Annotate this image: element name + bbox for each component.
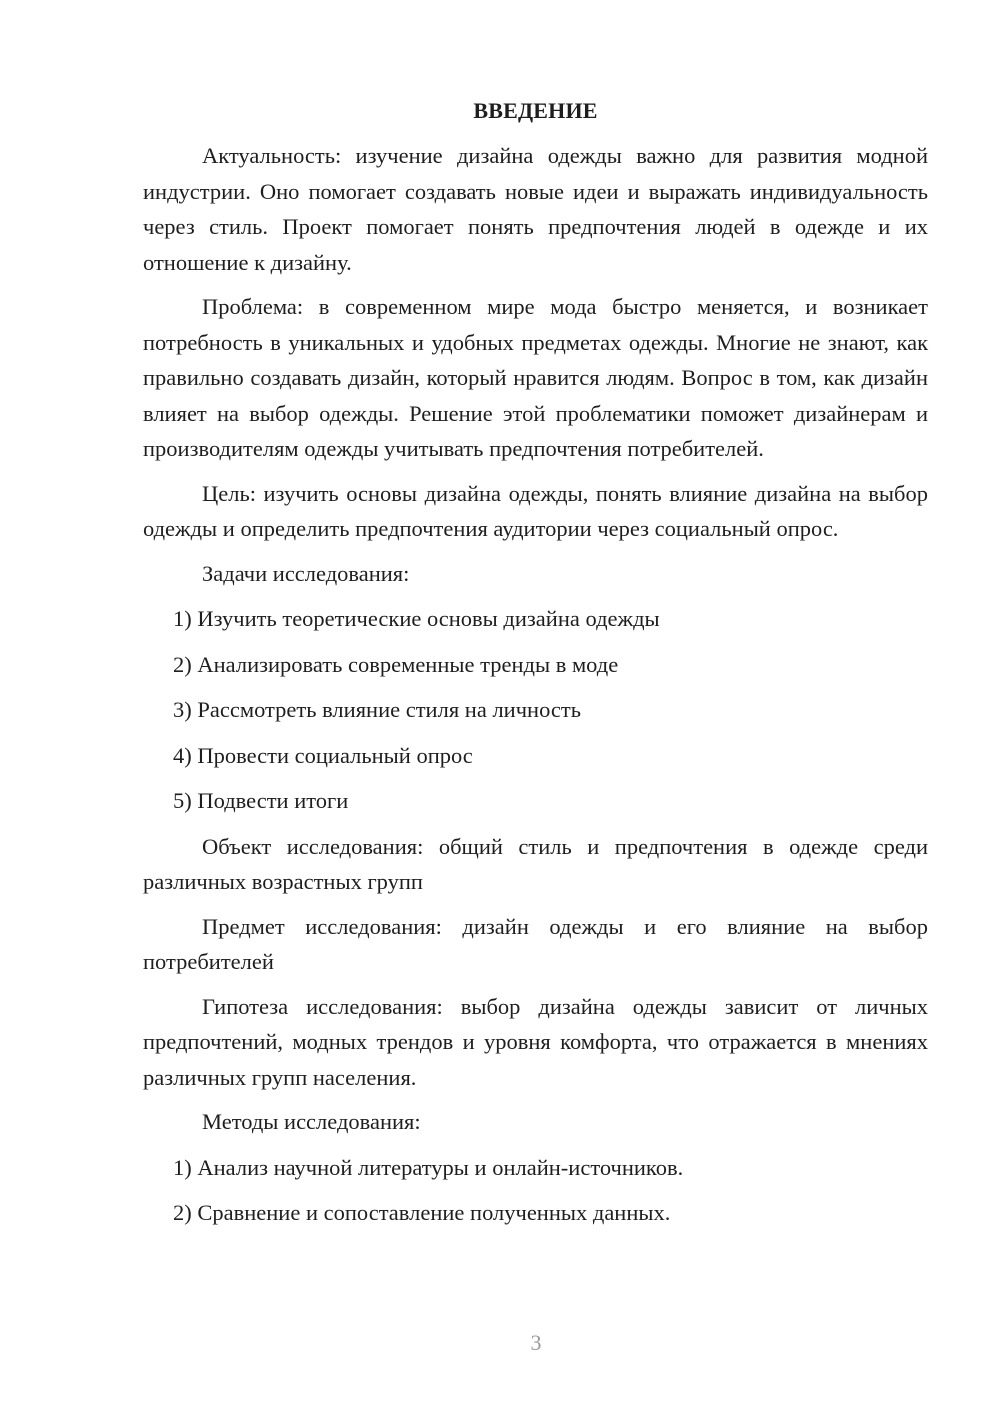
method-item-2: 2) Сравнение и сопоставление полученных данных. [173,1200,671,1225]
task-item-1: 1) Изучить теоретические основы дизайна одежды [173,606,660,631]
object-paragraph: Объект исследования: общий стиль и предпочтения в одежде среди различных возрастных групп [143,833,928,894]
methods-heading: Методы исследования: [202,1109,421,1134]
problem-paragraph: Проблема: в современном мире мода быстро меняется, и возникает потребность в уникальных и удобных предметах одежды. Многие не знают, как правильно создавать дизайн, который нравится людям. Вопрос в том, как дизайн влияет на выбор одежды. Решение этой проблематики поможет дизайнерам и производителям одежды учитывать предпочтения потребителей. [143,294,928,461]
hypothesis-paragraph: Гипотеза исследования: выбор дизайна одежды зависит от личных предпочтений, модных трендов и уровня комфорта, что отражается в мнениях различных групп населения. [143,993,928,1090]
task-item-4: 4) Провести социальный опрос [173,742,473,768]
subject-paragraph: Предмет исследования: дизайн одежды и его влияние на выбор потребителей [143,913,928,974]
task-item-2: 2) Анализировать современные тренды в моде [173,651,619,677]
task-item-3: 3) Рассмотреть влияние стиля на личность [173,697,581,722]
tasks-heading: Задачи исследования: [202,560,410,586]
document-page [143,96,928,1241]
relevance-paragraph: Актуальность: изучение дизайна одежды важно для развития модной индустрии. Оно помогает создавать новые идеи и выражать индивидуальность через стиль. Проект помогает понять предпочтения людей в одежде и их отношение к дизайну. [143,143,928,275]
method-item-1: 1) Анализ научной литературы и онлайн-источников. [173,1154,684,1180]
goal-paragraph: Цель: изучить основы дизайна одежды, понять влияние дизайна на выбор одежды и определить предпочтения аудитории через социальный опрос. [143,480,928,541]
page-number: 3 [530,1330,542,1355]
page-title: ВВЕДЕНИЕ [473,98,598,123]
task-item-5: 5) Подвести итоги [173,788,349,813]
